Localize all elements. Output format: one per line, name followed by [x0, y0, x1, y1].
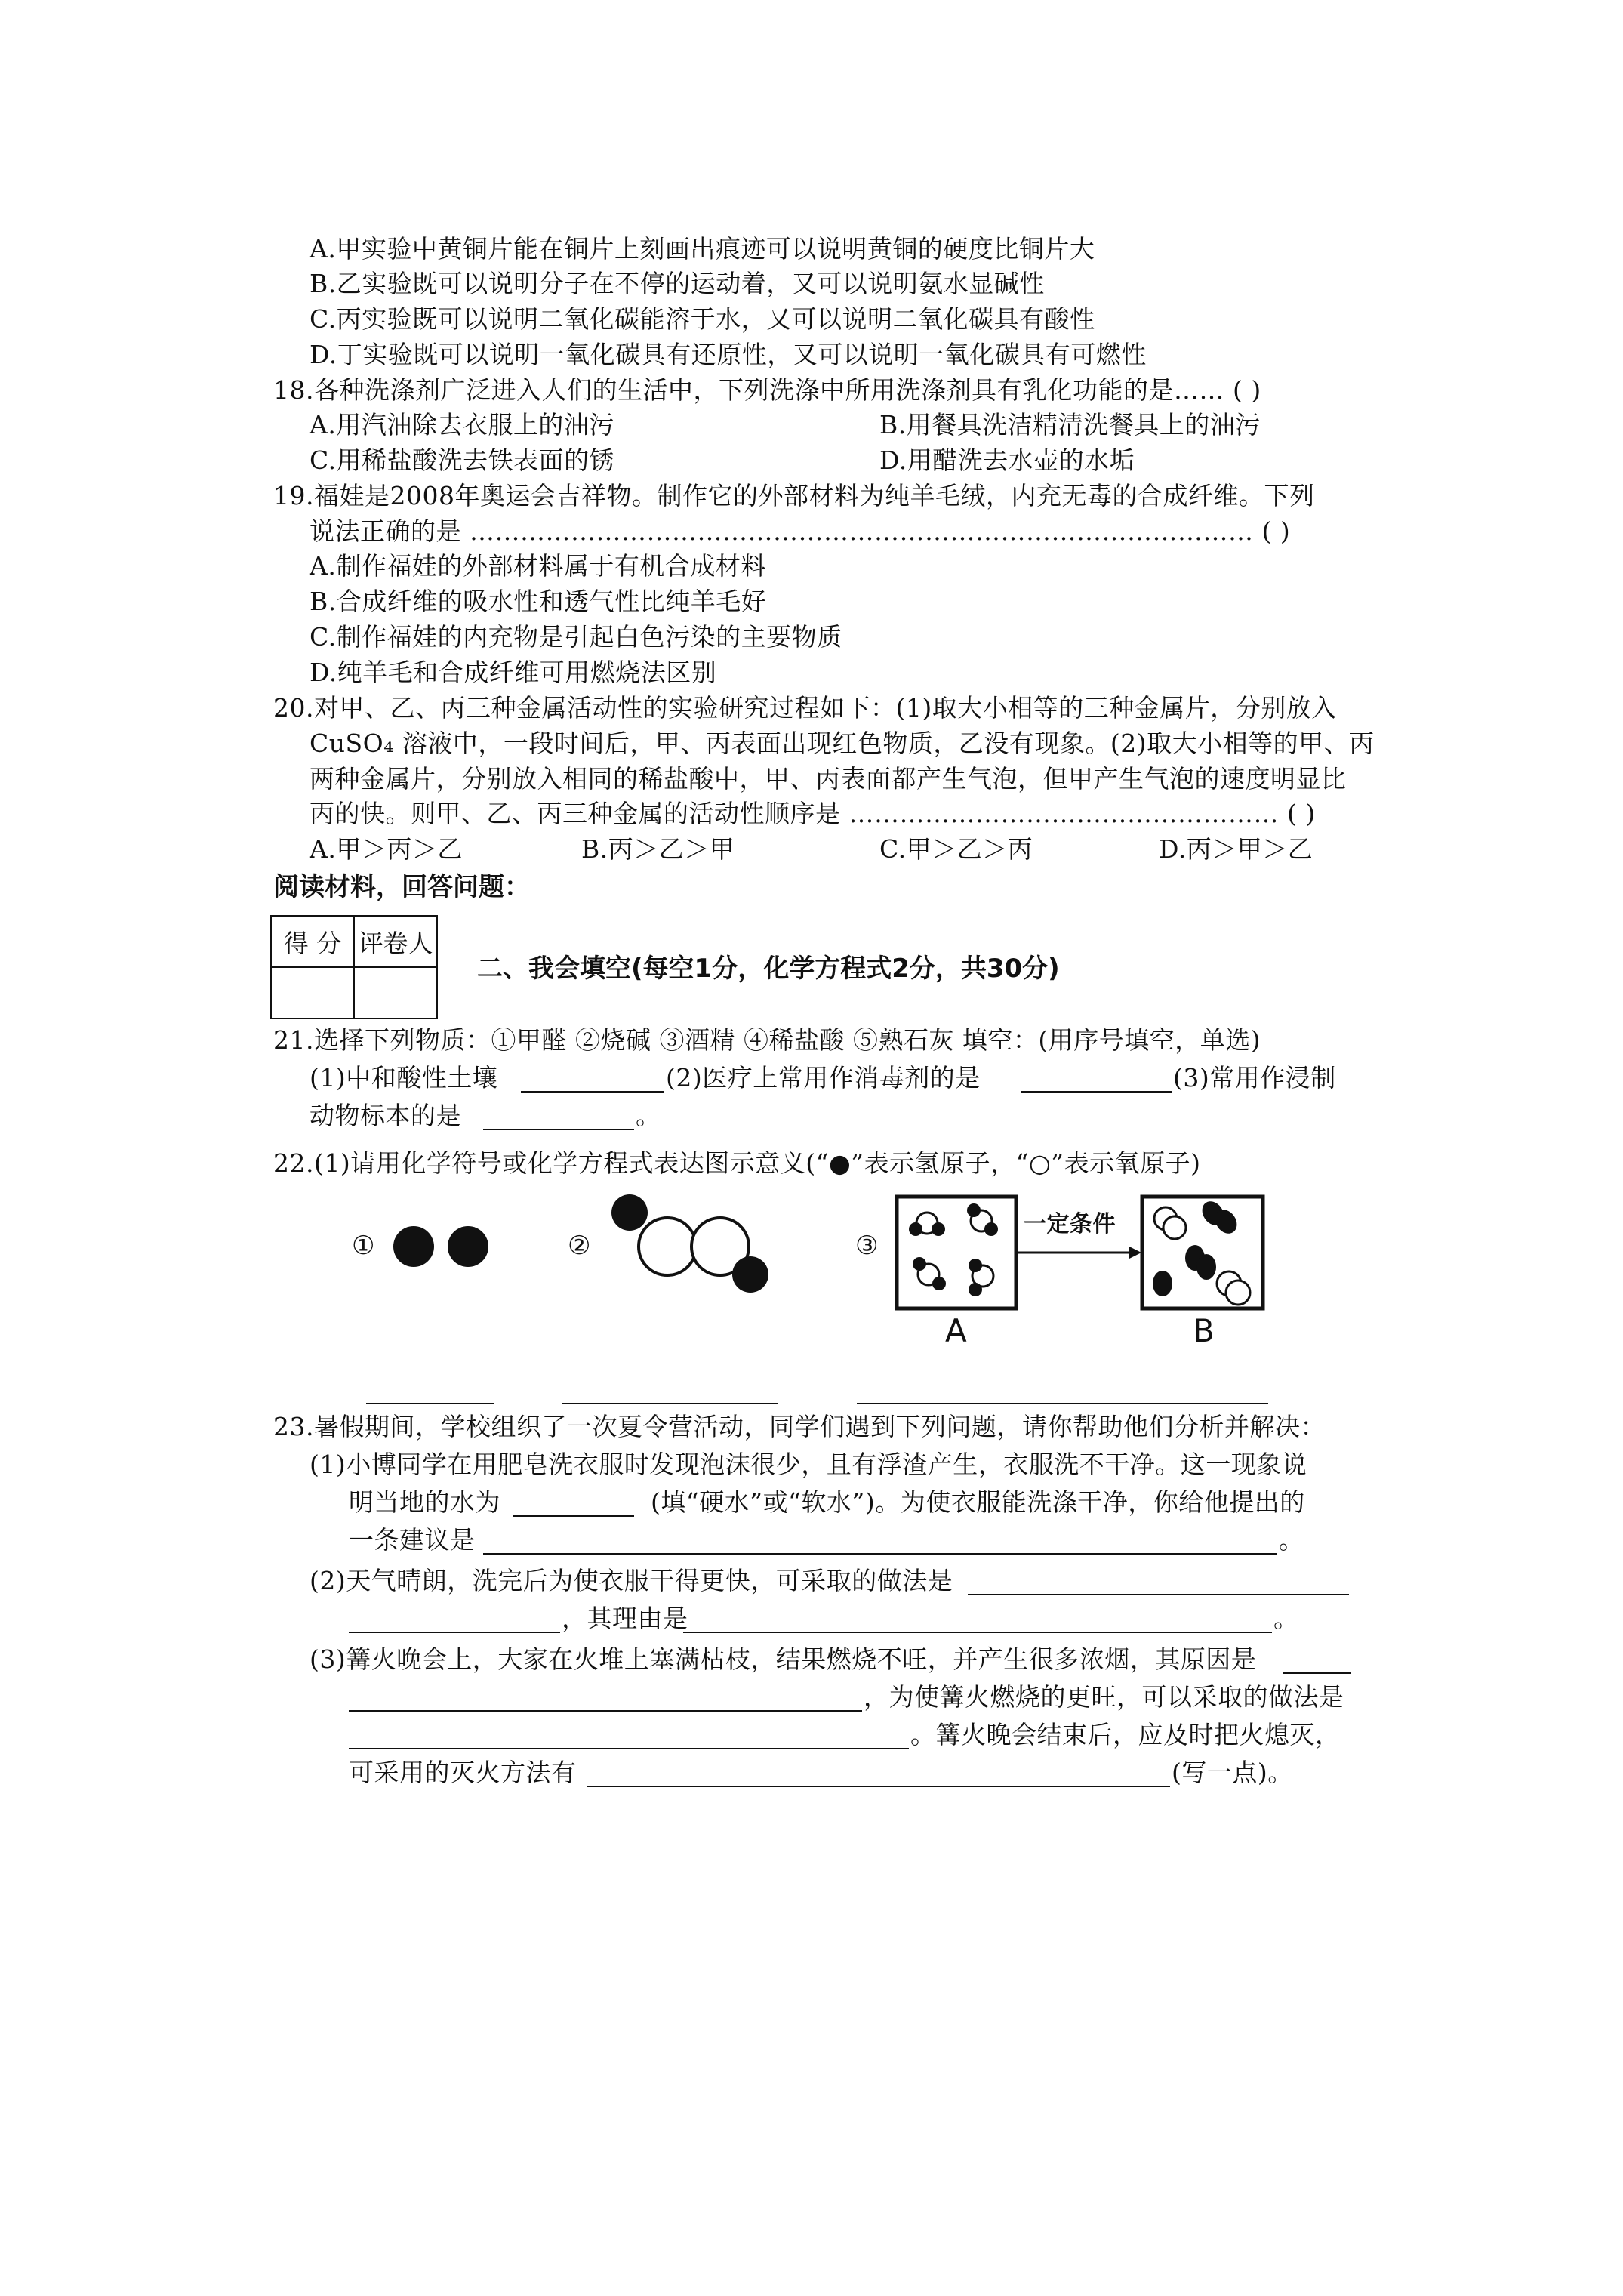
- q19-option-d: D.纯羊毛和合成纤维可用燃烧法区别: [310, 658, 717, 687]
- q23-part2-line1: (2)天气晴朗，洗完后为使衣服干得更快，可采取的做法是: [310, 1566, 953, 1595]
- q23-blank-cause[interactable]: [349, 1710, 862, 1712]
- q23-part3-line2: ，为使篝火燃烧的更旺，可以采取的做法是: [864, 1682, 1344, 1712]
- q19-stem-line1: 19.福娃是2008年奥运会吉祥物。制作它的外部材料为纯羊毛绒，内充无毒的合成纤维。下列: [273, 481, 1315, 510]
- q19-option-c: C.制作福娃的内充物是引起白色污染的主要物质: [310, 622, 842, 652]
- h-atom-icon: [732, 1256, 768, 1293]
- h2-molecule-icon: [1153, 1271, 1172, 1296]
- q22-answer-blank-1[interactable]: [366, 1403, 494, 1404]
- h-atom-icon: [448, 1226, 488, 1267]
- q23-part1-line2b: (填“硬水”或“软水”)。为使衣服能洗涤干净，你给他提出的: [651, 1487, 1305, 1517]
- q19-option-a: A.制作福娃的外部材料属于有机合成材料: [310, 551, 766, 581]
- q21-part5: 。: [636, 1101, 661, 1130]
- q23-part1-line3b: 。: [1279, 1525, 1304, 1555]
- q22-answer-blank-2[interactable]: [562, 1403, 778, 1404]
- q18-option-b: B.用餐具洗洁精清洗餐具上的油污: [879, 410, 1261, 439]
- q21-part2: (2)医疗上常用作消毒剂的是: [666, 1063, 981, 1093]
- o-atom-icon: [639, 1218, 696, 1275]
- q22-label-2: ②: [568, 1231, 591, 1261]
- q17-option-b: B.乙实验既可以说明分子在不停的运动着，又可以说明氨水显碱性: [310, 269, 1045, 298]
- q22-label-3: ③: [855, 1231, 879, 1261]
- q23-blank-suggestion[interactable]: [483, 1553, 1277, 1555]
- q23-blank-cause-start[interactable]: [1283, 1672, 1351, 1674]
- q17-option-c: C.丙实验既可以说明二氧化碳能溶于水，又可以说明二氧化碳具有酸性: [310, 304, 1095, 334]
- q23-part3-line4a: 可采用的灭火方法有: [349, 1758, 577, 1787]
- q23-part1-line3a: 一条建议是: [349, 1525, 476, 1555]
- q23-blank-extinguish[interactable]: [587, 1786, 1170, 1787]
- q19-stem-line2: 说法正确的是 ………………………………………………………………………………… ( ): [310, 516, 1291, 546]
- q22-stem: 22.(1)请用化学符号或化学方程式表达图示意义(“●”表示氢原子，“○”表示氧原子): [273, 1148, 1201, 1178]
- box-a-label: A: [945, 1312, 967, 1349]
- q23-part3-line3: 。篝火晚会结束后，应及时把火熄灭，: [910, 1720, 1341, 1749]
- q21-part1: (1)中和酸性土壤: [310, 1063, 498, 1093]
- q23-part2-line2a: ，其理由是: [562, 1604, 688, 1633]
- q20-option-c: C.甲＞乙＞丙: [879, 834, 1033, 864]
- q22-answer-blank-3[interactable]: [857, 1403, 1268, 1404]
- box-b-label: B: [1193, 1312, 1215, 1349]
- q18-option-c: C.用稀盐酸洗去铁表面的锈: [310, 445, 615, 475]
- q21-stem: 21.选择下列物质：①甲醛 ②烧碱 ③酒精 ④稀盐酸 ⑤熟石灰 填空：(用序号填空，单选): [273, 1025, 1261, 1055]
- q21-part3: (3)常用作浸制: [1173, 1063, 1336, 1093]
- q20-stem-line4: 丙的快。则甲、乙、丙三种金属的活动性顺序是 …………………………………………… ( ): [310, 799, 1316, 828]
- q23-part1-line1: (1)小博同学在用肥皂洗衣服时发现泡沫很少，且有浮渣产生，衣服洗不干净。这一现象说: [310, 1450, 1307, 1479]
- q18-option-d: D.用醋洗去水壶的水垢: [879, 445, 1135, 475]
- q19-option-b: B.合成纤维的吸水性和透气性比纯羊毛好: [310, 587, 767, 616]
- q20-stem-line2: CuSO₄ 溶液中，一段时间后，甲、丙表面出现红色物质，乙没有现象。(2)取大小相等的甲、丙: [310, 729, 1375, 758]
- box-a: [897, 1197, 1016, 1308]
- q23-blank-dry-method[interactable]: [968, 1594, 1349, 1595]
- q23-part3-line4b: (写一点)。: [1172, 1758, 1293, 1787]
- section-2-title: 二、我会填空(每空1分，化学方程式2分，共30分): [477, 954, 1060, 984]
- q20-option-b: B.丙＞乙＞甲: [581, 834, 735, 864]
- q20-stem-line1: 20.对甲、乙、丙三种金属活动性的实验研究过程如下：(1)取大小相等的三种金属片，分别放入: [273, 693, 1337, 723]
- q17-option-a: A.甲实验中黄铜片能在铜片上刻画出痕迹可以说明黄铜的硬度比铜片大: [310, 234, 1095, 264]
- q21-part4: 动物标本的是: [310, 1101, 461, 1130]
- q20-option-a: A.甲＞丙＞乙: [310, 834, 463, 864]
- q20-option-d: D.丙＞甲＞乙: [1159, 834, 1313, 864]
- q18-option-a: A.用汽油除去衣服上的油污: [310, 410, 614, 439]
- grader-header: 评卷人: [354, 916, 437, 967]
- q23-stem: 23.暑假期间，学校组织了一次夏令营活动，同学们遇到下列问题，请你帮助他们分析并解决：: [273, 1412, 1326, 1441]
- reaction-condition: 一定条件: [1024, 1211, 1116, 1237]
- q23-blank-water-type[interactable]: [513, 1515, 634, 1517]
- q23-blank-improve[interactable]: [349, 1748, 909, 1749]
- q23-blank-dry-method-cont[interactable]: [349, 1632, 560, 1633]
- score-header: 得 分: [271, 916, 354, 967]
- q23-part1-line2a: 明当地的水为: [349, 1487, 500, 1517]
- q23-blank-reason[interactable]: [683, 1632, 1272, 1633]
- q23-part2-line2b: 。: [1273, 1604, 1299, 1633]
- q20-stem-line3: 两种金属片，分别放入相同的稀盐酸中，甲、丙表面都产生气泡，但甲产生气泡的速度明显比: [310, 764, 1347, 794]
- h-atom-icon: [611, 1194, 648, 1231]
- q22-label-1: ①: [352, 1231, 375, 1261]
- reading-heading: 阅读材料，回答问题：: [273, 872, 530, 902]
- q23-part3-line1: (3)篝火晚会上，大家在火堆上塞满枯枝，结果燃烧不旺，并产生很多浓烟，其原因是: [310, 1644, 1257, 1674]
- q17-option-d: D.丁实验既可以说明一氧化碳具有还原性，又可以说明一氧化碳具有可燃性: [310, 340, 1147, 369]
- h-atom-icon: [393, 1226, 434, 1267]
- q18-stem: 18.各种洗涤剂广泛进入人们的生活中，下列洗涤中所用洗涤剂具有乳化功能的是…… ( ): [273, 375, 1261, 405]
